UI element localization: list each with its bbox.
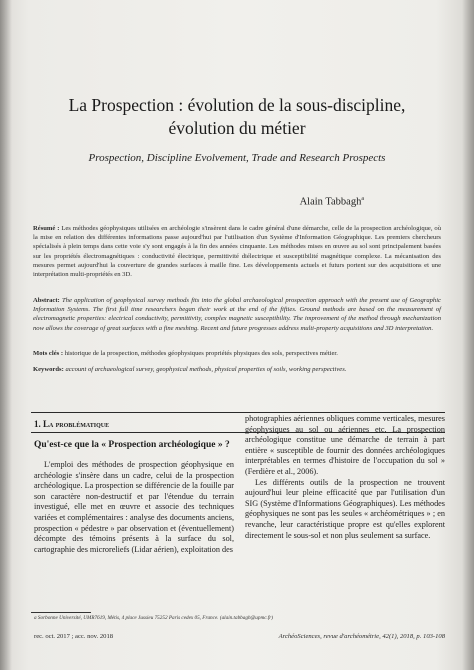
footnote-rule (31, 612, 91, 613)
subtitle: Prospection, Discipline Evolvement, Trade and Research Prospects (88, 152, 386, 164)
journal-reference: ArchéoSciences, revue d'archéométrie, 42(1), 2018, p. 103-108 (278, 633, 445, 640)
title-line-1: La Prospection : évolution de la sous-discipline, (68, 95, 406, 115)
abstract-block (33, 296, 441, 333)
author-name: Alain Tabbagh (299, 196, 362, 208)
abstract-text: The application of geophysical survey methods fits into the global archaeological prospection approach with the present use of Geographic Information Systems. The first full time researchers began their work at the end of the fifties. Ground methods are based on the measurement of electromagnetic properties: electrical conductivity, permittivity, complex magnetic susceptibility. The improvement of the method through mechanization now allows the coverage of great surfaces with a fine meshing. Recent and future progresses address multi-property acquisitions and 3D interpretation. (33, 297, 441, 332)
section-heading (34, 419, 109, 429)
column-right (245, 414, 445, 541)
keywords-label: Keywords: (33, 366, 64, 373)
section-subtitle: Qu'est-ce que la « Prospection archéologique » ? (34, 440, 230, 450)
section-number: 1. (34, 419, 41, 429)
resume-text: Les méthodes géophysiques utilisées en archéologie s'insèrent dans le cadre général d'une démarche, celle de la prospection archéologique, où la mise en relation des différentes informations passe aujourd'hui par l'utilisation d'un Système d'Information Géographique. Les premiers chercheurs spécialisés à plein temps dans cette voie s'y sont engagés à la fin des années cinquante. Les méthodes mises en œuvre au sol sont principalement basées sur les propriétés électromagnétiques : conductivité électrique, permittivité diélectrique et susceptibilité magnétique complexe. La mécanisation des mesures permet aujourd'hui la couverture de grandes surfaces à maille fine. Les développements actuels et futurs portent sur des acquisitions et une interprétation multi-propriétés en 3D. (33, 225, 441, 279)
footnote: a Sorbonne Université, UMR7619, Métis, 4 place Jussieu 75252 Paris cedex 05, France. (alain.tabbagh@upmc.fr) (34, 615, 274, 621)
resume-label: Résumé : (33, 225, 60, 232)
mots-cles-block (33, 349, 441, 358)
keywords-text: account of archaeological survey, geophysical methods, physical properties of soils, working perspectives. (65, 366, 347, 373)
resume-block (33, 224, 441, 279)
section-title: La problématique (43, 419, 110, 429)
paragraph: photographies aériennes obliques comme verticales, mesures géophysiques au sol ou aériennes etc. La prospection archéologique constitue une démarche de terrain à part entière « susceptible de fournir des données archéologiques interprétables en termes d'histoire de l'occupation du sol » (Ferdière et al., 2006). (245, 414, 445, 476)
author-affiliation-mark: a (361, 196, 364, 202)
section-rule (31, 412, 445, 413)
author (300, 196, 364, 208)
mots-cles-label: Mots clés : (33, 350, 64, 357)
mots-cles-text: historique de la prospection, méthodes géophysiques propriétés physiques des sols, perspectives métier. (64, 350, 338, 357)
title-line-2: évolution du métier (168, 118, 306, 138)
column-left (34, 460, 234, 555)
abstract-label: Abstract: (33, 297, 60, 304)
received-dates: rec. oct. 2017 ; acc. nov. 2018 (34, 633, 114, 640)
paragraph: Les différents outils de la prospection ne trouvent aujourd'hui leur pleine efficacité que par l'utilisation d'un SIG (Système d'Informations Géographiques). Les méthodes géophysiques ne sont pas les seules « archéométriques » ; en revanche, leur caractéristique propre est qu'elles explorent directement le sous-sol et non plus seulement sa surface. (245, 477, 445, 540)
keywords-block (33, 365, 441, 374)
paragraph: L'emploi des méthodes de prospection géophysique en archéologie s'insère dans un cadre, celui de la prospection archéologique. La prospection se différencie de la fouille par son caractère non-destructif et par l'étendue du terrain investigué, elle met en œuvre et associe des techniques variées et complémentaires : analyse des documents anciens, prospection « pédestre » par observation et (éventuellement) décompte des témoins présents à la surface du sol, cartographie des microreliefs (Lidar aérien), exploitation des (34, 460, 234, 554)
